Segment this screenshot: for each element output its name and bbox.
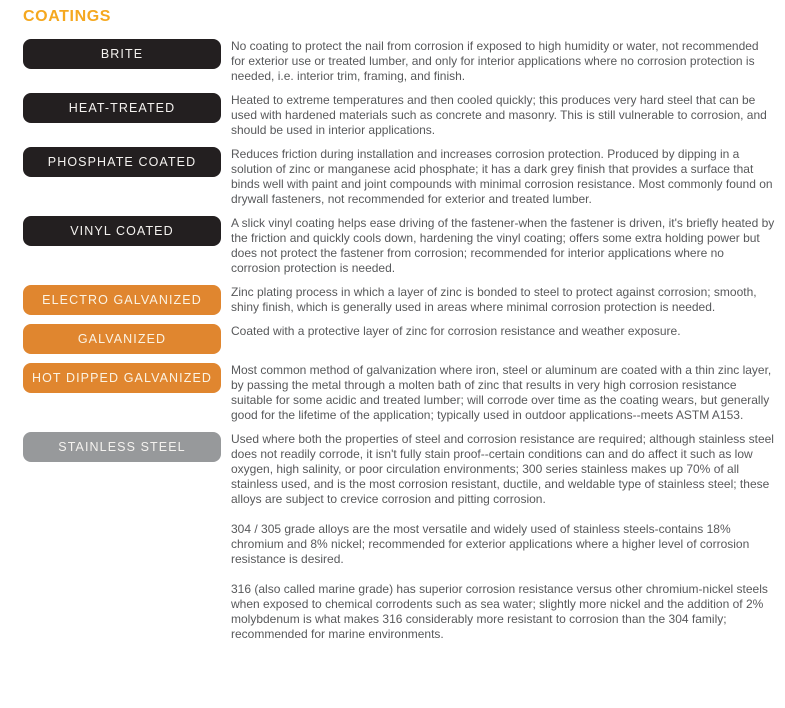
badge-column: [23, 324, 221, 354]
badge-heat-treated: [23, 93, 221, 123]
description-paragraph: Coated with a protective layer of zinc for corrosion resistance and weather exposure.: [231, 324, 681, 338]
badge-label: VINYL COATED: [70, 224, 174, 238]
coating-row-electro-galvanized: [23, 285, 775, 315]
coating-description: [231, 39, 775, 84]
coating-description: [231, 285, 775, 315]
coating-row-phosphate-coated: [23, 147, 775, 207]
coating-row-vinyl-coated: [23, 216, 775, 276]
coating-row-galvanized: [23, 324, 775, 354]
badge-label: ELECTRO GALVANIZED: [42, 293, 202, 307]
description-paragraph: Most common method of galvanization where iron, steel or aluminum are coated with a thin zinc layer, by passing the metal through a molten bath of zinc that results in very high corrosion resistance suitable for some acidic and treated lumber; will corrode over time as the coating wears, but generally good for the lifetime of the application; typically used in outdoor applications--meets ASTM A153.: [231, 363, 772, 422]
description-paragraph: 316 (also called marine grade) has superior corrosion resistance versus other chromium-nickel steels when exposed to chemical corrodents such as sea water; slightly more nickel and the addition of 2% molybdenum is what makes 316 considerably more resistant to corrosion than the 304 family; recommended for marine environments.: [231, 582, 768, 641]
badge-column: [23, 432, 221, 462]
coating-row-hot-dipped-galvanized: [23, 363, 775, 423]
badge-label: BRITE: [100, 47, 144, 61]
description-paragraph: No coating to protect the nail from corrosion if exposed to high humidity or water, not recommended for exterior use or treated lumber, and only for interior applications where no corrosion protection is needed, i.e. interior trim, framing, and finish.: [231, 39, 759, 83]
badge-label: HOT DIPPED GALVANIZED: [31, 371, 213, 385]
badge-column: [23, 363, 221, 393]
coating-description: [231, 93, 775, 138]
coating-description: [231, 147, 775, 207]
description-paragraph: A slick vinyl coating helps ease driving of the fastener-when the fastener is driven, it's briefly heated by the friction and quickly cools down, hardening the vinyl coating; offers some extra holding power but does not protect the fastener from corrosion; recommended for interior applications where no corrosion protection is needed.: [231, 216, 775, 275]
badge-column: [23, 285, 221, 315]
badge-stainless-steel: [23, 432, 221, 462]
coating-description: [231, 216, 775, 276]
badge-phosphate-coated: [23, 147, 221, 177]
badge-hot-dipped-galvanized: [23, 363, 221, 393]
badge-label: HEAT-TREATED: [68, 101, 176, 115]
coating-description: [231, 324, 775, 339]
coating-description: [231, 363, 775, 423]
badge-label: GALVANIZED: [77, 332, 167, 346]
coating-row-brite: [23, 39, 775, 84]
description-paragraph: Zinc plating process in which a layer of zinc is bonded to steel to protect against corrosion; smooth, shiny finish, which is generally used in areas where minimal corrosion protection is needed.: [231, 285, 757, 314]
coating-description: [231, 432, 775, 642]
badge-column: [23, 93, 221, 123]
badge-brite: [23, 39, 221, 69]
description-paragraph: Heated to extreme temperatures and then cooled quickly; this produces very hard steel that can be used with hardened materials such as concrete and masonry. This is still vulnerable to corrosion, and should be used in interior applications.: [231, 93, 767, 137]
description-paragraph: 304 / 305 grade alloys are the most versatile and widely used of stainless steels-contains 18% chromium and 8% nickel; recommended for exterior applications where a higher level of corrosion resistance is desired.: [231, 522, 750, 566]
page-title: COATINGS: [23, 8, 112, 25]
badge-label: PHOSPHATE COATED: [47, 155, 197, 169]
coating-row-stainless-steel: [23, 432, 775, 642]
badge-column: [23, 216, 221, 246]
badge-vinyl-coated: [23, 216, 221, 246]
badge-label: STAINLESS STEEL: [58, 440, 186, 454]
badge-column: [23, 39, 221, 69]
coating-row-heat-treated: [23, 93, 775, 138]
description-paragraph: Used where both the properties of steel and corrosion resistance are required; although stainless steel does not readily corrode, it isn't fully stain proof--certain conditions can and do affect it such as low oxygen, high salinity, or poor circulation environments; 300 series stainless makes up 70% of all stainless used, and is the most corrosion resistant, ductile, and weldable type of stainless steel; these alloys are subject to crevice corrosion and pitting corrosion.: [231, 432, 774, 506]
badge-galvanized: [23, 324, 221, 354]
badge-electro-galvanized: [23, 285, 221, 315]
description-paragraph: Reduces friction during installation and increases corrosion protection. Produced by dipping in a solution of zinc or manganese acid phosphate; it has a dark grey finish that provides a surface that binds well with paint and joint compounds with minimal corrosion resistance. Most commonly found on drywall fasteners, not recommended for exterior and treated lumber.: [231, 147, 773, 206]
badge-column: [23, 147, 221, 177]
